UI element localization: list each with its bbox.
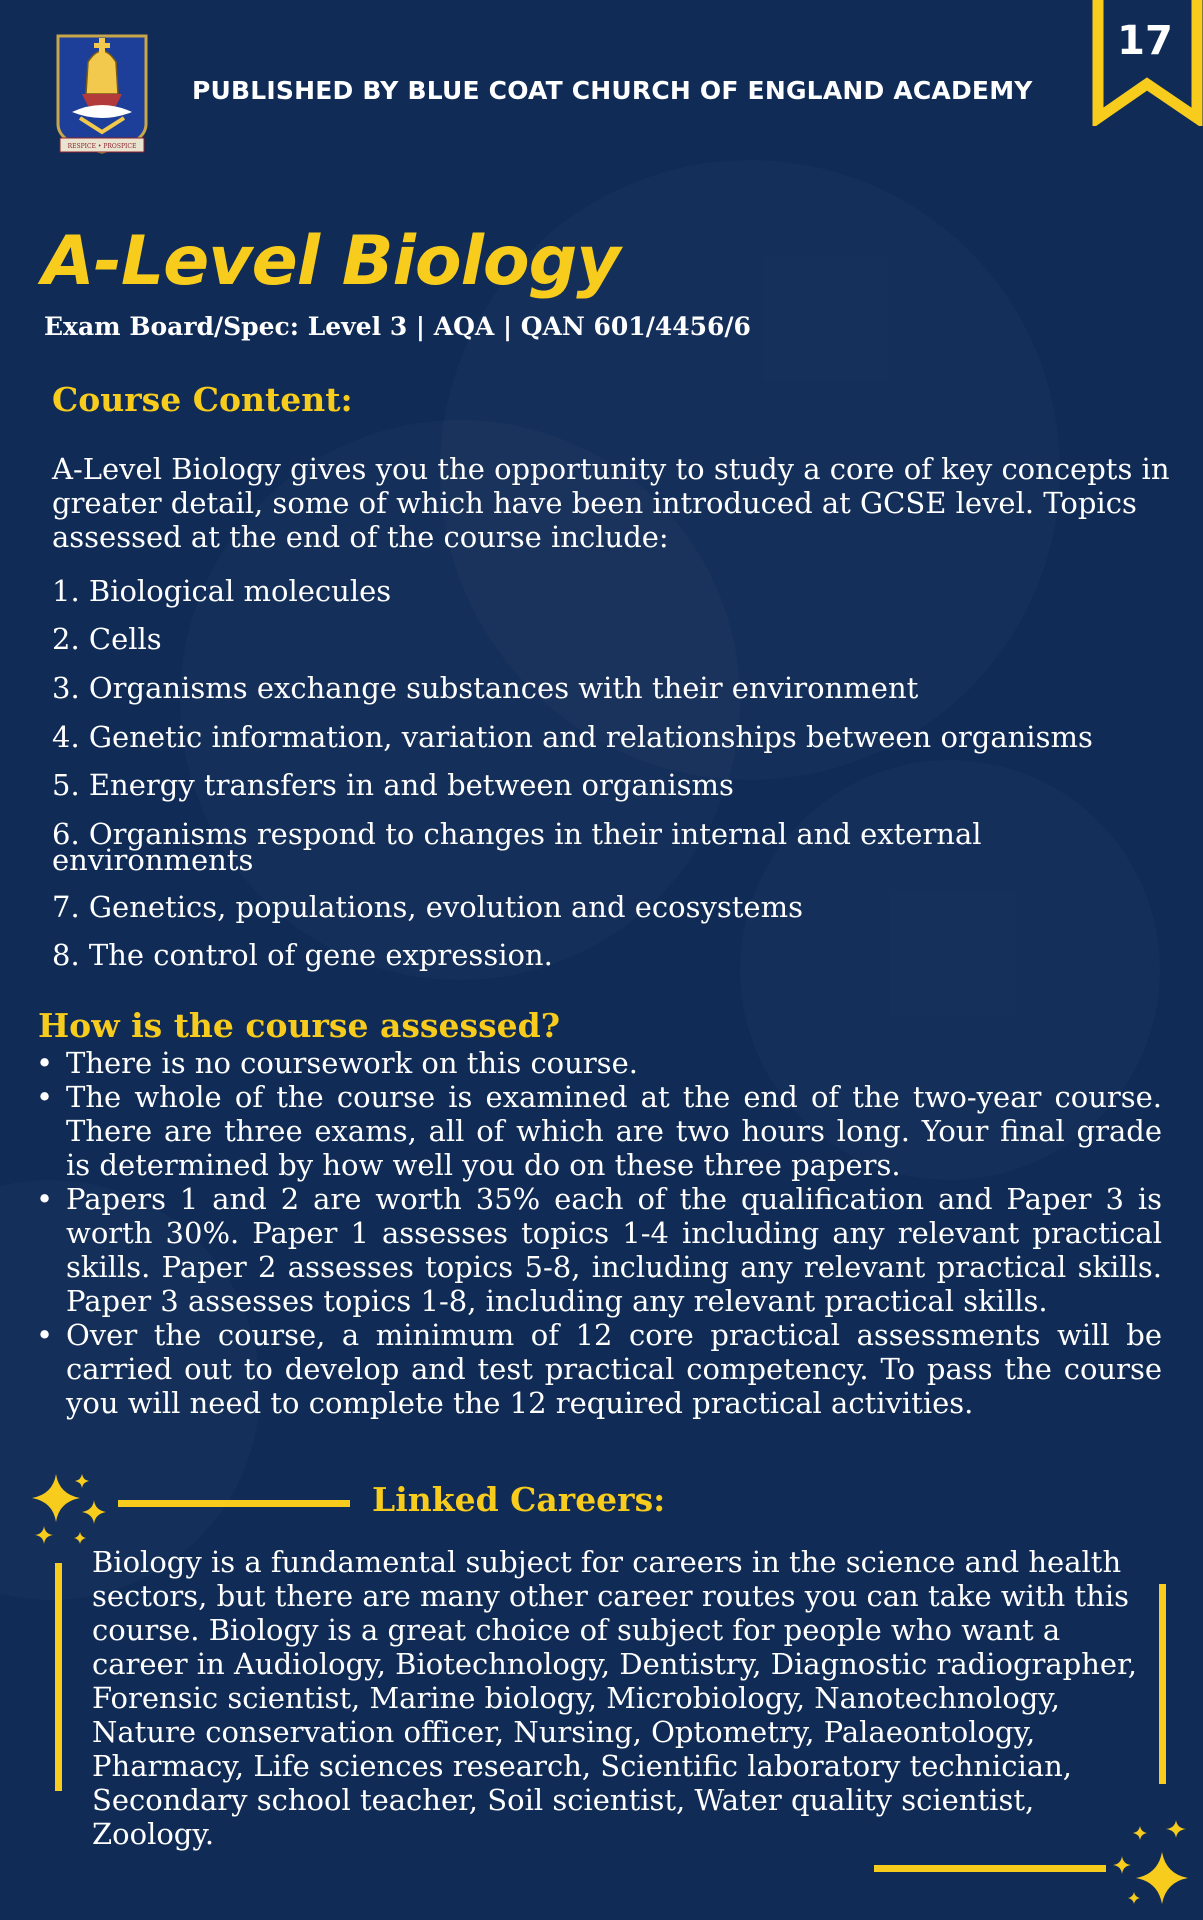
school-crest-logo — [54, 32, 150, 156]
frame-line — [1159, 1584, 1166, 1784]
assessment-bullet: • Papers 1 and 2 are worth 35% each of the qualification and Paper 3 is worth 30%. Paper 1 assesses topics 1-4 including any relevant practical skills. Paper 2 assesses topics 5-8, including any relevant practical skills. Paper 3 assesses topics 1-8, including any relevant practical skills. — [36, 1182, 1162, 1318]
assessment-list — [36, 1046, 1162, 1420]
page-title: A-Level Biology — [42, 222, 620, 301]
frame-line — [55, 1563, 62, 1791]
divider-line — [118, 1500, 350, 1507]
exam-spec: Exam Board/Spec: Level 3 | AQA | QAN 601/4456/6 — [44, 312, 751, 341]
assessment-bullet: • Over the course, a minimum of 12 core practical assessments will be carried out to develop and test practical competency. To pass the course you will need to complete the 12 required practical activities. — [36, 1318, 1162, 1420]
assessment-bullet: • There is no coursework on this course. — [36, 1046, 1162, 1080]
topic-item: 1. Biological molecules — [52, 574, 392, 608]
topic-item: 2. Cells — [52, 622, 162, 656]
crest-motto: RESPICE • PROSPICE — [67, 143, 137, 150]
topic-item: 4. Genetic information, variation and relationships between organisms — [52, 720, 1093, 754]
divider-line — [874, 1865, 1106, 1872]
sparkle-icon — [28, 1472, 118, 1556]
assessment-bullet: • The whole of the course is examined at the end of the two-year course. There are three exams, all of which are two hours long. Your final grade is determined by how well you do on these three papers. — [36, 1080, 1162, 1182]
course-intro: A-Level Biology gives you the opportunity to study a core of key concepts in greater detail, some of which have been introduced at GCSE level. Topics assessed at the end of the course include: — [52, 452, 1170, 554]
assessment-heading: How is the course assessed? — [38, 1006, 561, 1045]
topic-item: 6. Organisms respond to changes in their internal and external environments — [52, 817, 982, 877]
page-number: 17 — [1117, 18, 1173, 64]
topic-item: 8. The control of gene expression. — [52, 938, 553, 972]
linked-careers-heading: Linked Careers: — [372, 1480, 666, 1519]
publisher-label: PUBLISHED BY BLUE COAT CHURCH OF ENGLAND ACADEMY — [192, 76, 1033, 105]
topic-item: 7. Genetics, populations, evolution and ecosystems — [52, 890, 803, 924]
topic-item: 5. Energy transfers in and between organisms — [52, 768, 734, 802]
course-content-heading: Course Content: — [52, 380, 353, 419]
careers-paragraph: Biology is a fundamental subject for careers in the science and health sectors, but there are many other career routes you can take with this course. Biology is a great choice of subject for people who want a career in Audiology, Biotechnology, Dentistry, Diagnostic radiographer, Forensic scientist, Marine biology, Microbiology, Nanotechnology, Nature conservation officer, Nursing, Optometry, Palaeontology, Pharmacy, Life sciences research, Scientific laboratory technician, Secondary school teacher, Soil scientist, Water quality scientist, Zoology. — [92, 1545, 1137, 1851]
sparkle-icon — [1100, 1818, 1196, 1908]
topic-item: 3. Organisms exchange substances with their environment — [52, 671, 919, 705]
